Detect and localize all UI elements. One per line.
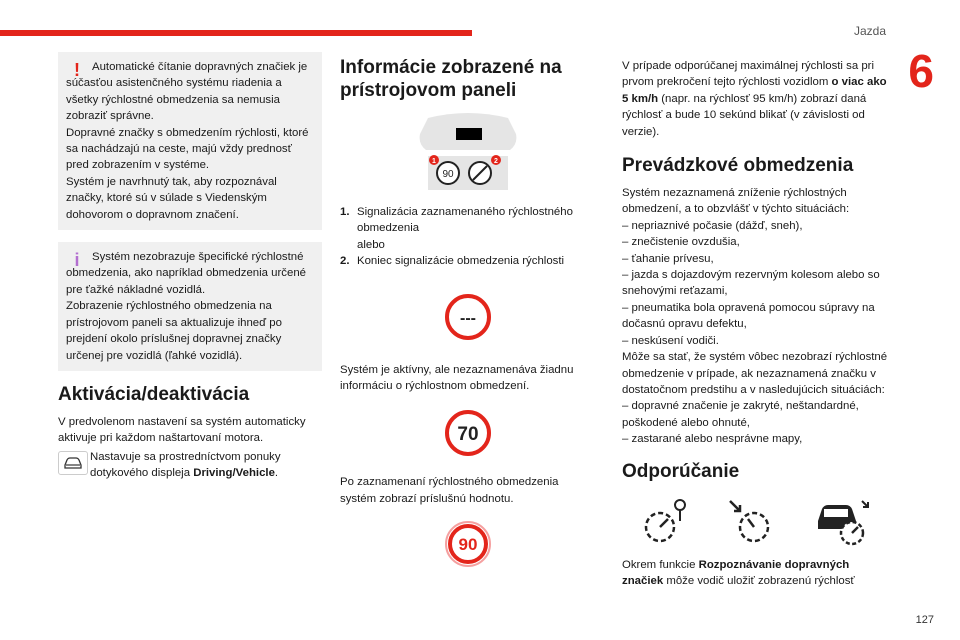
overspeed-text [622,58,890,140]
limits-line: – ťahanie prívesu, [622,252,714,265]
notice-line: Systém je navrhnutý tak, aby rozpoznával značky, ktoré sú v súlade s Viedenským dohovorom o dopravnom značení. [66,175,277,221]
list-number: 2. [340,255,350,268]
speed-sign-70 [443,408,493,458]
list-item [340,253,596,269]
dash-sign-value: 90 [442,169,454,180]
limits-line: – jazda s dojazdovým rezervným kolesom alebo so snehovými reťazami, [622,269,880,298]
recommendation-text [622,557,890,590]
column-left [58,52,322,482]
touchscreen-instruction [58,449,322,482]
list-text: Koniec signalizácie obmedzenia rýchlosti [357,255,565,268]
menu-separator: / [232,467,236,480]
overspeed-text-c: (napr. na rýchlosť 95 km/h) zobrazí daná rýchlosť a bude 10 sekúnd blikať (v závislosti od verzie). [622,92,867,138]
list-number: 1. [340,206,350,218]
instrument-panel-illustration [418,110,518,194]
recommendation-icons [622,497,890,547]
no-info-text: Systém je aktívny, ale nezaznamenáva žiadnu informáciu o rýchlostnom obmedzení. [340,363,574,393]
speed-sign-no-info [443,292,493,342]
section-heading-dashboard: Informácie zobrazené na prístrojovom paneli [340,57,562,101]
rec-feature-name: Rozpoznávanie dopravných značiek [622,558,850,587]
callout-1: 1 [432,158,436,165]
instruction-end: . [274,467,279,480]
notice-line: Automatické čítanie dopravných značiek je súčasťou asistenčného systému riadenia a všetky rýchlostné obmedzenia sa nemusia zobraziť správne. [66,61,308,123]
limits-line: Systém nezaznamená zníženie rýchlostných obmedzení, a to obzvlášť v týchto situáciách: [622,187,850,216]
info-icon: i [74,250,80,271]
list-text: Signalizácia zaznamenaného rýchlostného obmedzenia [357,206,573,235]
car-icon [58,451,88,475]
detected-text: Po zaznamenaní rýchlostného obmedzenia systém zobrazí príslušnú hodnotu. [340,476,559,505]
warning-icon: ! [74,60,80,80]
section-heading-limits: Prevádzkové obmedzenia [622,155,854,177]
limits-line: – zastarané alebo nesprávne mapy, [622,433,803,446]
list-extra: alebo [357,238,385,251]
menu-name-driving: Driving [193,467,233,480]
section-heading-activation: Aktivácia/deaktivácia [58,383,250,405]
list-item [340,204,596,253]
section-heading-recommendation: Odporúčanie [622,460,740,482]
sign-70-value: 70 [457,424,479,446]
notice-line: Zobrazenie rýchlostného obmedzenia na prístrojovom paneli sa aktualizuje ihneď po prejdení okolo príslušnej dopravnej značky určenej pre vozidlá (ľahké vozidlá). [66,300,282,362]
warning-notice [58,52,322,230]
page-number: 127 [915,614,934,626]
legend-list [340,204,596,270]
limits-line: – nepriaznivé počasie (dážď, sneh), [622,219,803,232]
sign-90-value: 90 [458,535,478,555]
notice-line: Systém nezobrazuje špecifické rýchlostné obmedzenia, ako napríklad obmedzenia určené pre ťažké nákladné vozidlá. [66,251,306,296]
limits-line: – dopravné značenie je zakryté, neštandardné, poškodené alebo ohnuté, [622,400,859,429]
callout-2: 2 [494,158,498,165]
car-speed-icon [812,497,872,547]
limits-line: – pneumatika bola opravená pomocou súpravy na dočasnú opravu defektu, [622,301,875,331]
rec-text-a: Okrem funkcie [622,558,699,571]
speed-adjust-icon [726,497,776,547]
rec-text-c: môže vodič uložiť zobrazenú rýchlosť [663,574,855,587]
sign-dashes: --- [460,309,476,327]
limits-line: – znečistenie ovzdušia, [622,236,740,249]
chapter-number: 6 [908,45,934,97]
chapter-accent-bar [0,30,472,36]
limits-list [622,185,890,448]
column-middle [340,52,596,569]
menu-name-vehicle: Vehicle [235,467,275,480]
chapter-name: Jazda [853,24,886,38]
speed-memorise-icon [640,497,690,547]
speed-sign-90-blinking [443,519,493,569]
overspeed-text-a: V prípade odporúčanej maximálnej rýchlosti sa pri prvom prekročení tejto rýchlosti vozidlom [622,60,874,89]
overspeed-threshold: o viac ako 5 km/h [622,76,887,105]
activation-text: V predvolenom nastavení sa systém automaticky aktivuje pri každom naštartovaní motora. [58,415,306,445]
limits-line: Môže sa stať, že systém vôbec nezobrazí rýchlostné obmedzenie v prípade, ak nezaznamená značku v dostatočnom predstihu a v nasledujúcich situáciách: [622,351,888,396]
info-notice [58,242,322,371]
notice-line: Dopravné značky s obmedzením rýchlosti, ktoré sa nachádzajú na ceste, majú vždy prednosť pred zobrazením v systéme. [66,126,309,172]
instruction-text: Nastavuje sa prostredníctvom ponuky dotykového displeja [90,450,281,480]
column-right [622,52,890,589]
limits-line: – neskúsení vodiči. [622,334,719,347]
